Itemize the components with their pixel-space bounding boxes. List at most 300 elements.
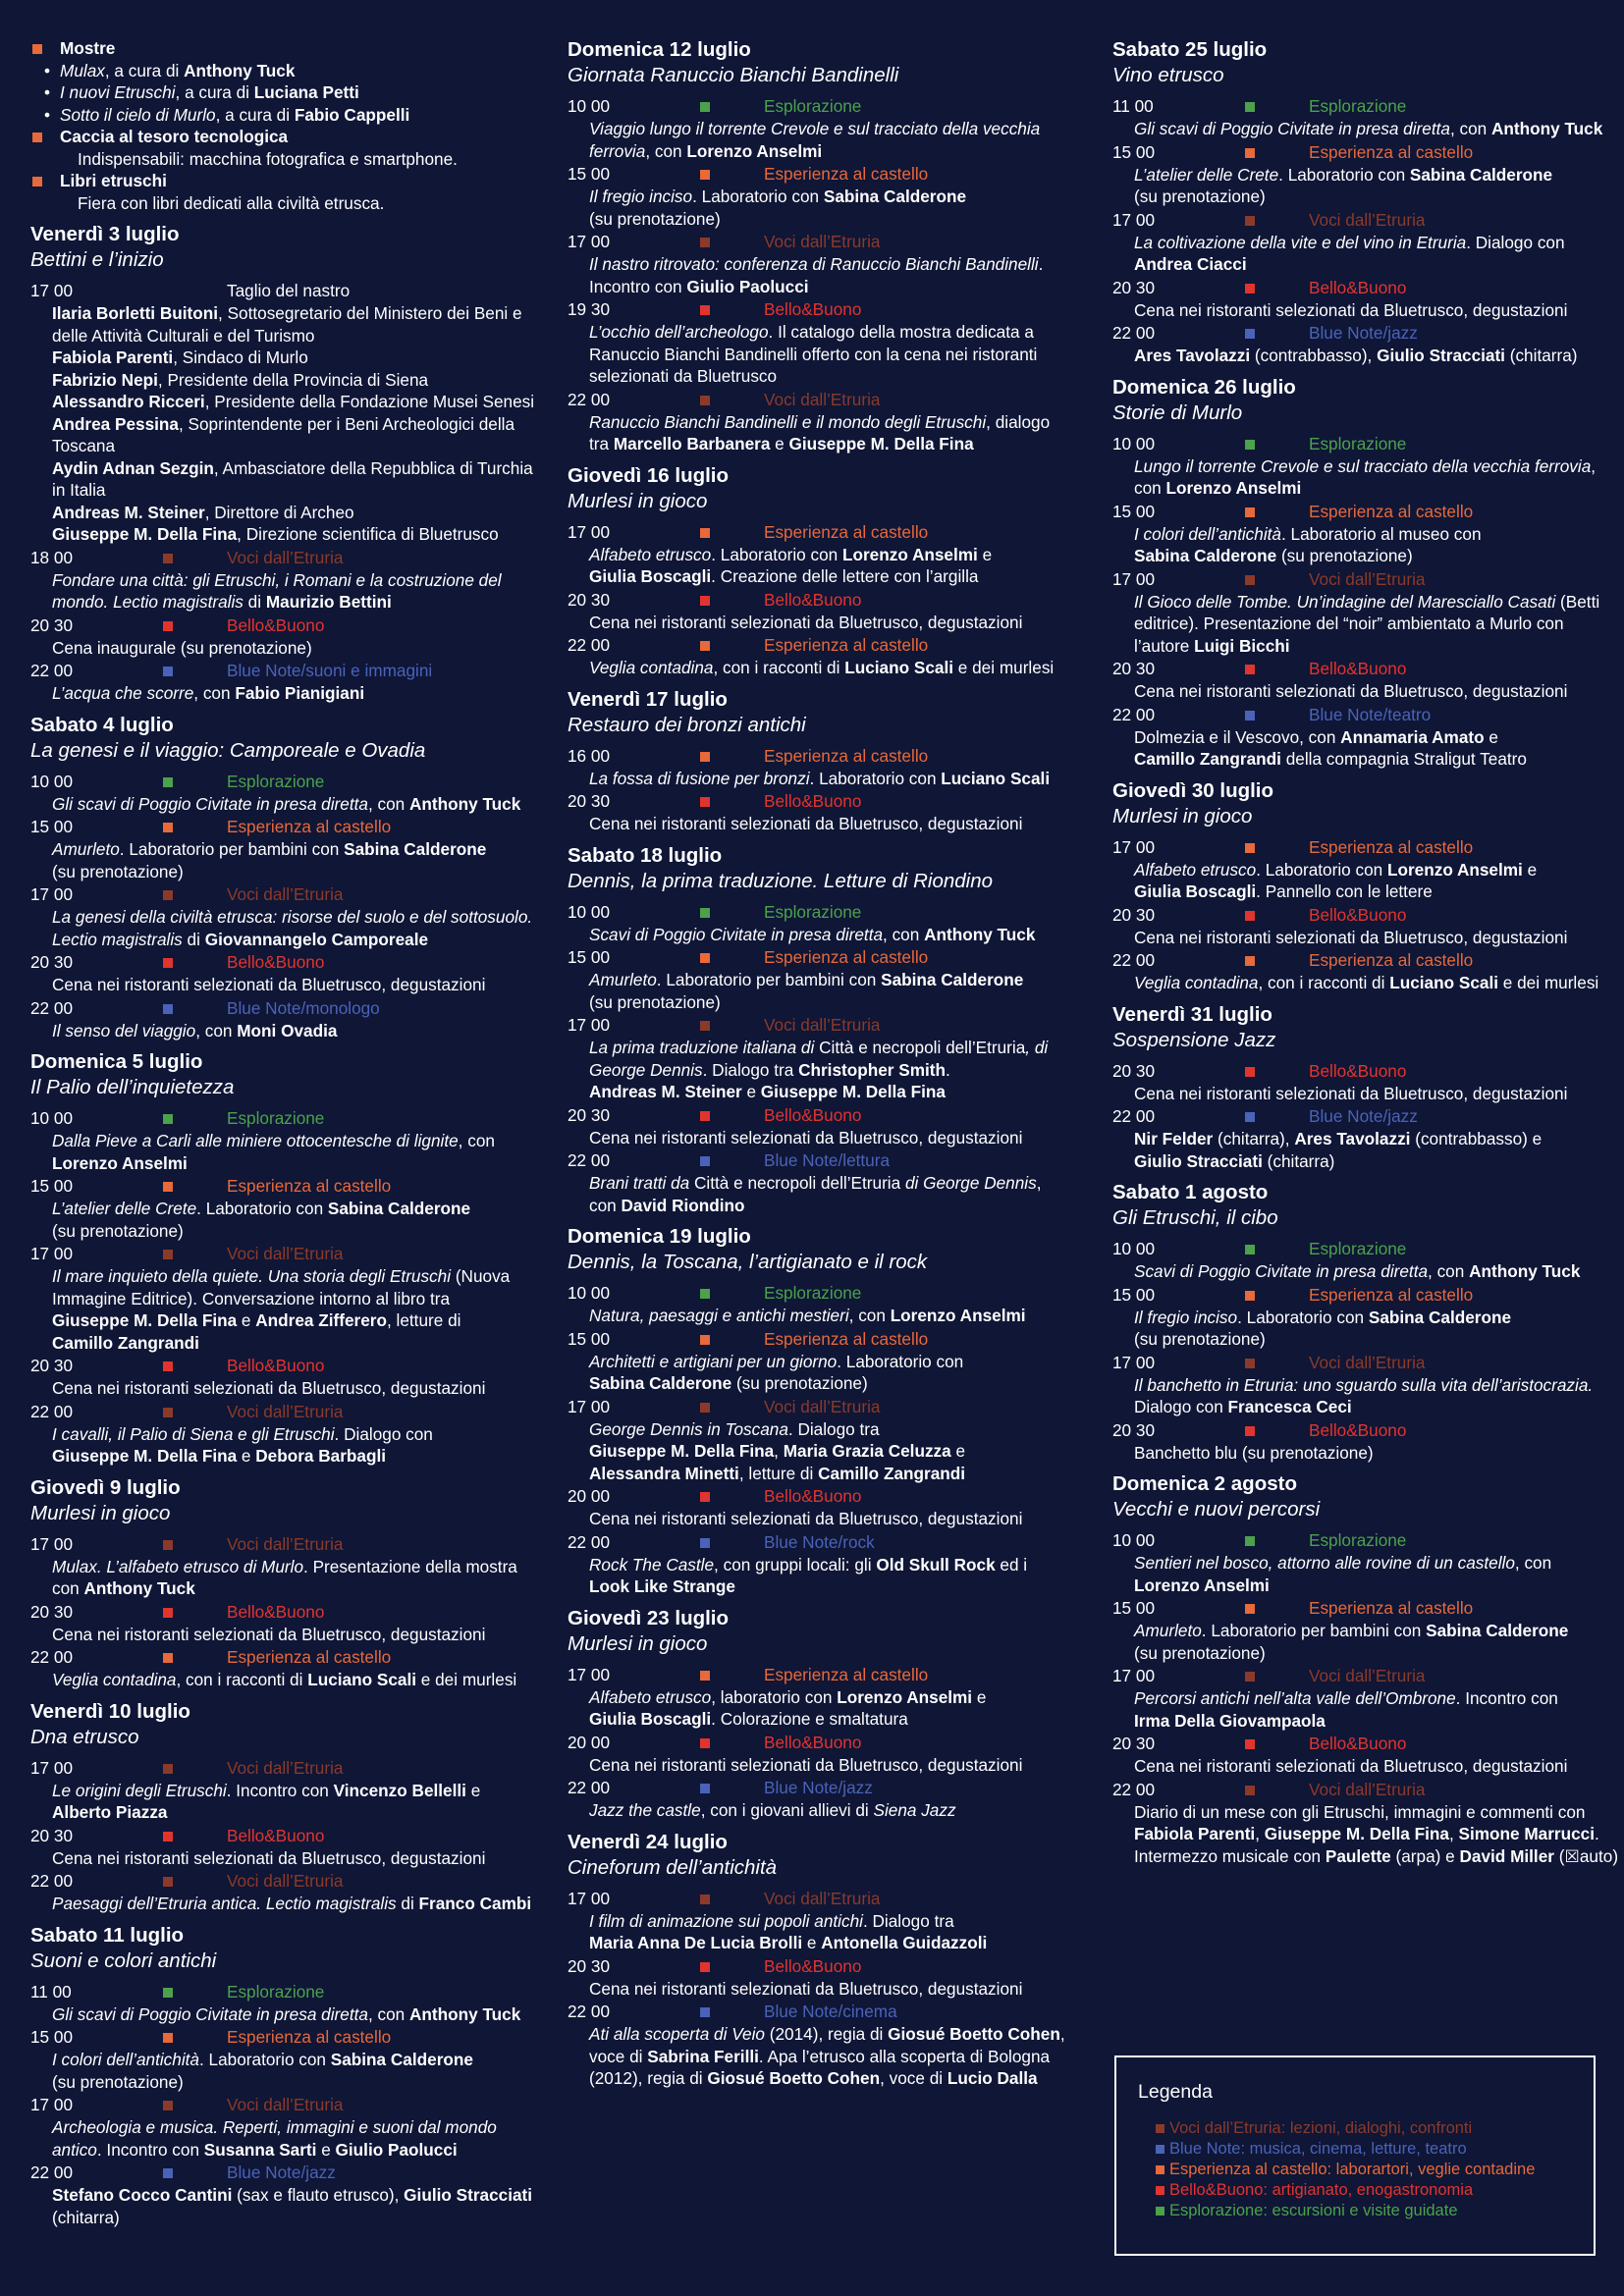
event-header: 20 30 Bello&Buono	[1112, 1734, 1407, 1753]
event-details: Cena nei ristoranti selezionati da Bluetrusco, degustazioni	[589, 1754, 1023, 1775]
day-title: Venerdì 10 luglio	[30, 1699, 190, 1723]
day-subtitle: Bettini e l’inizio	[30, 248, 164, 271]
event-details: Viaggio lungo il torrente Crevole e sul tracciato della vecchia ferrovia, con Lorenzo Anselmi	[589, 119, 1041, 161]
voci-square-icon	[163, 1764, 173, 1774]
event-header: 10 00 Esplorazione	[568, 96, 862, 116]
event-details: Percorsi antichi nell’alta valle dell’Ombrone. Incontro con Irma Della Giovampaola	[1134, 1688, 1558, 1731]
legend-item-bluenote: Blue Note: musica, cinema, letture, teatro	[1156, 2139, 1535, 2160]
event-header: 15 00 Esperienza al castello	[30, 1176, 392, 1196]
event-header: 17 00 Voci dall’Etruria	[30, 1757, 344, 1778]
day-title: Giovedì 30 luglio	[1112, 778, 1274, 802]
castello-square-icon	[700, 752, 710, 762]
bello-square-icon	[163, 621, 173, 631]
day-title: Giovedì 23 luglio	[568, 1606, 730, 1629]
day-title: Venerdì 17 luglio	[568, 687, 728, 711]
event-header: 15 00 Esperienza al castello	[1112, 141, 1474, 162]
libri-desc: Fiera con libri dedicati alla civiltà etrusca.	[78, 192, 385, 213]
event-header: 22 00 Blue Note/cinema	[568, 2002, 897, 2021]
esplorazione-square-icon	[163, 777, 173, 787]
event-header: 17 00 Voci dall’Etruria	[568, 232, 881, 251]
event-header: 15 00 Esperienza al castello	[1112, 501, 1474, 521]
castello-square-icon	[1156, 2165, 1164, 2174]
event-header: 20 30 Bello&Buono	[568, 589, 862, 610]
event-details: Rock The Castle, con gruppi locali: gli Old Skull Rock ed i Look Like Strange	[589, 1554, 1028, 1596]
event-header: 15 00 Esperienza al castello	[1112, 1284, 1474, 1305]
legend-title: Legenda	[1138, 2081, 1213, 2103]
day-subtitle: Murlesi in gioco	[1112, 804, 1253, 828]
event-details: La coltivazione della vite e del vino in Etruria. Dialogo con Andrea Ciacci	[1134, 232, 1565, 274]
esplorazione-square-icon	[1245, 102, 1255, 112]
day-subtitle: Vino etrusco	[1112, 64, 1224, 86]
intro-caccia: Caccia al tesoro tecnologica	[30, 126, 539, 148]
intro-libri: Libri etruschi	[30, 170, 539, 192]
bello-square-icon	[700, 1962, 710, 1972]
day-25-luglio	[1112, 37, 1603, 367]
event-details: Cena nei ristoranti selezionati da Bluetrusco, degustazioni	[1134, 681, 1568, 701]
castello-square-icon	[700, 1335, 710, 1345]
bello-square-icon	[700, 305, 710, 315]
voci-square-icon	[163, 554, 173, 563]
voci-square-icon	[163, 890, 173, 900]
day-subtitle: Dna etrusco	[30, 1725, 139, 1748]
castello-square-icon	[163, 823, 173, 832]
event-details: Ati alla scoperta di Veio (2014), regia di Giosué Boetto Cohen, voce di Sabrina Ferilli. Apa l’etrusco alla scoperta di Bologna (2012), regia di Giosué Boetto Cohen, voce di Lucio Dalla	[589, 2024, 1065, 2088]
castello-square-icon	[700, 641, 710, 651]
event-header: 22 00 Esperienza al castello	[1112, 950, 1474, 970]
bello-square-icon	[1245, 1426, 1255, 1436]
event-header: 16 00 Esperienza al castello	[568, 745, 929, 766]
bello-square-icon	[700, 596, 710, 606]
mostre-item: • I nuovi Etruschi, a cura di Luciana Petti	[30, 81, 539, 104]
event-header: 17 00 Voci dall’Etruria	[1112, 1666, 1426, 1685]
event-details: Cena nei ristoranti selezionati da Bluetrusco, degustazioni	[589, 1978, 1023, 1999]
event-details: Cena nei ristoranti selezionati da Bluetrusco, degustazioni	[52, 1847, 486, 1868]
event-details: Alfabeto etrusco. Laboratorio con Lorenzo Anselmi e Giulia Boscagli. Pannello con le lettere	[1134, 859, 1538, 901]
day-subtitle: La genesi e il viaggio: Camporeale e Ovadia	[30, 738, 426, 762]
event-details: George Dennis in Toscana. Dialogo tra Giuseppe M. Della Fina, Maria Grazia Celuzza e Alessandra Minetti, letture di Camillo Zangrandi	[589, 1418, 966, 1483]
esplorazione-square-icon	[700, 908, 710, 918]
day-title: Giovedì 9 luglio	[30, 1475, 181, 1499]
event-details: Il banchetto in Etruria: uno sguardo sulla vita dell’aristocrazia. Dialogo con Francesca Ceci	[1134, 1374, 1594, 1416]
orange-square-icon	[32, 44, 42, 54]
event-details: I cavalli, il Palio di Siena e gli Etruschi. Dialogo con Giuseppe M. Della Fina e Debora Barbagli	[52, 1423, 433, 1466]
bello-square-icon	[163, 1608, 173, 1618]
event-header: 22 00 Esperienza al castello	[30, 1647, 392, 1667]
event-details: I colori dell’antichità. Laboratorio con Sabina Calderone (su prenotazione)	[52, 2050, 473, 2092]
day-title: Domenica 2 agosto	[1112, 1472, 1297, 1495]
event-header: 17 00 Voci dall’Etruria	[1112, 568, 1426, 589]
day-subtitle: Dennis, la Toscana, l’artigianato e il rock	[568, 1251, 928, 1273]
voci-square-icon	[163, 1408, 173, 1417]
day-subtitle: Il Palio dell’inquietezza	[30, 1076, 235, 1098]
event-details: Cena inaugurale (su prenotazione)	[52, 637, 312, 658]
event-details: Cena nei ristoranti selezionati da Bluetrusco, degustazioni	[589, 1509, 1023, 1528]
day-30-luglio	[1112, 778, 1603, 994]
event-header: 10 00 Esplorazione	[1112, 1530, 1407, 1550]
event-header: 10 00 Esplorazione	[30, 1108, 325, 1128]
bluenote-square-icon	[1245, 711, 1255, 721]
event-details: Cena nei ristoranti selezionati da Bluetrusco, degustazioni	[1134, 1083, 1568, 1103]
day-26-luglio	[1112, 375, 1603, 771]
event-header: 22 00 Voci dall’Etruria	[568, 389, 881, 409]
event-header: 17 00 Esperienza al castello	[568, 1664, 929, 1684]
castello-square-icon	[163, 2033, 173, 2043]
bello-square-icon	[163, 958, 173, 968]
event-header: 22 00 Blue Note/lettura	[568, 1150, 891, 1170]
event-header: 15 00 Esperienza al castello	[568, 947, 929, 967]
day-title: Sabato 4 luglio	[30, 713, 174, 736]
event-header: 20 30 Bello&Buono	[30, 614, 325, 635]
voci-square-icon	[700, 1895, 710, 1904]
orange-square-icon	[32, 133, 42, 142]
mostre-item: • Mulax, a cura di Anthony Tuck	[30, 60, 539, 82]
event-details: Amurleto. Laboratorio per bambini con Sabina Calderone (su prenotazione)	[589, 970, 1024, 1012]
event-header: 11 00 Esplorazione	[30, 1981, 325, 2002]
event-header: 22 00 Blue Note/monologo	[30, 997, 380, 1018]
event-details: Cena nei ristoranti selezionati da Bluetrusco, degustazioni	[1134, 299, 1568, 320]
event-details: L’atelier delle Crete. Laboratorio con Sabina Calderone (su prenotazione)	[1134, 164, 1553, 206]
event-header: 15 00 Esperienza al castello	[30, 817, 392, 836]
event-details: Cena nei ristoranti selezionati da Bluetrusco, degustazioni	[52, 1378, 486, 1398]
event-details: Paesaggi dell’Etruria antica. Lectio magistralis di Franco Cambi	[52, 1894, 532, 1913]
bello-square-icon	[700, 1492, 710, 1502]
day-title: Sabato 18 luglio	[568, 843, 723, 867]
event-header: 20 30 Bello&Buono	[568, 1104, 862, 1125]
bello-square-icon	[1245, 284, 1255, 294]
day-subtitle: Dennis, la prima traduzione. Letture di Riondino	[568, 869, 994, 892]
event-header: 10 00 Esplorazione	[1112, 433, 1407, 454]
event-header: 20 30 Bello&Buono	[30, 952, 325, 972]
voci-square-icon	[1156, 2124, 1164, 2133]
day-subtitle: Sospensione Jazz	[1112, 1028, 1276, 1051]
day-31-luglio	[1112, 1002, 1603, 1173]
event-details: Mulax. L’alfabeto etrusco di Murlo. Presentazione della mostra con Anthony Tuck	[52, 1556, 517, 1598]
esplorazione-square-icon	[700, 1289, 710, 1299]
bello-square-icon	[1245, 911, 1255, 921]
event-details: Il mare inquieto della quiete. Una storia degli Etruschi (Nuova Immagine Editrice). Conversazione intorno al libro tra Giuseppe M. Della Fina e Andrea Zifferero, letture di Camillo Zangrandi	[52, 1266, 511, 1353]
day-17-luglio	[568, 687, 1076, 835]
event-details: Dalla Pieve a Carli alle miniere ottocentesche di lignite, con Lorenzo Anselmi	[52, 1131, 495, 1173]
event-details: Cena nei ristoranti selezionati da Bluetrusco, degustazioni	[52, 975, 486, 994]
voci-square-icon	[163, 1540, 173, 1550]
day-title: Domenica 19 luglio	[568, 1225, 751, 1248]
event-details: Il nastro ritrovato: conferenza di Ranuccio Bianchi Bandinelli. Incontro con Giulio Paolucci	[589, 254, 1044, 296]
event-details: Jazz the castle, con i giovani allievi di Siena Jazz	[589, 1800, 956, 1820]
esplorazione-square-icon	[1245, 1536, 1255, 1546]
orange-square-icon	[32, 177, 42, 187]
day-10-luglio	[30, 1699, 539, 1915]
castello-square-icon	[1245, 1291, 1255, 1301]
event-details: Sentieri nel bosco, attorno alle rovine di un castello, con Lorenzo Anselmi	[1134, 1553, 1552, 1595]
event-details: Architetti e artigiani per un giorno. Laboratorio con Sabina Calderone (su prenotazione)	[589, 1351, 964, 1393]
castello-square-icon	[1245, 148, 1255, 158]
castello-square-icon	[1245, 507, 1255, 517]
event-details: Ares Tavolazzi (contrabbasso), Giulio Stracciati (chitarra)	[1134, 346, 1578, 365]
esplorazione-square-icon	[163, 1114, 173, 1124]
event-details: Veglia contadina, con i racconti di Luciano Scali e dei murlesi	[1134, 973, 1599, 992]
event-header: 22 00 Esperienza al castello	[568, 635, 929, 655]
event-details: Archeologia e musica. Reperti, immagini e suoni dal mondo antico. Incontro con Susanna Sarti e Giulio Paolucci	[52, 2117, 497, 2160]
legend-item-esplorazione: Esplorazione: escursioni e visite guidate	[1156, 2201, 1535, 2221]
day-18-luglio	[568, 843, 1076, 1217]
event-header: 22 00 Blue Note/jazz	[1112, 323, 1418, 343]
event-header: 20 30 Bello&Buono	[30, 1825, 325, 1845]
castello-square-icon	[700, 170, 710, 180]
bello-square-icon	[1156, 2186, 1164, 2195]
legend-item-bello: Bello&Buono: artigianato, enogastronomia	[1156, 2180, 1535, 2201]
event-details: Amurleto. Laboratorio per bambini con Sabina Calderone (su prenotazione)	[52, 839, 487, 881]
event-details: Veglia contadina, con i racconti di Luciano Scali e dei murlesi	[52, 1670, 517, 1689]
day-title: Domenica 12 luglio	[568, 38, 751, 61]
column-1	[30, 37, 539, 2228]
event-details: Il fregio inciso. Laboratorio con Sabina Calderone (su prenotazione)	[1134, 1307, 1512, 1349]
event-header: 10 00 Esplorazione	[1112, 1239, 1407, 1258]
event-details: L’atelier delle Crete. Laboratorio con Sabina Calderone (su prenotazione)	[52, 1199, 471, 1241]
day-subtitle: Murlesi in gioco	[568, 489, 708, 512]
bello-square-icon	[700, 1738, 710, 1748]
event-header: 11 00 Esplorazione	[1112, 96, 1407, 116]
esplorazione-square-icon	[1245, 440, 1255, 450]
castello-square-icon	[163, 1653, 173, 1663]
event-header: 22 00 Voci dall’Etruria	[1112, 1779, 1426, 1799]
event-details: Natura, paesaggi e antichi mestieri, con Lorenzo Anselmi	[589, 1306, 1026, 1325]
event-details: Fondare una città: gli Etruschi, i Romani e la costruzione del mondo. Lectio magistralis di Maurizio Bettini	[52, 569, 502, 612]
bluenote-square-icon	[700, 1156, 710, 1166]
event-header: 17 00 Esperienza al castello	[568, 521, 929, 542]
event-details: Scavi di Poggio Civitate in presa diretta, con Anthony Tuck	[589, 924, 1036, 944]
event-header: 15 00 Esperienza al castello	[568, 1328, 929, 1349]
event-details: Cena nei ristoranti selezionati da Bluetrusco, degustazioni	[1134, 927, 1568, 947]
event-header: 20 30 Bello&Buono	[1112, 904, 1407, 925]
day-subtitle: Suoni e colori antichi	[30, 1949, 217, 1972]
event-header: 17 00 Voci dall’Etruria	[1112, 209, 1426, 230]
day-title: Giovedì 16 luglio	[568, 463, 730, 487]
event-header: 20 00 Bello&Buono	[568, 1732, 862, 1752]
event-header: 15 00 Esperienza al castello	[30, 2027, 392, 2047]
event-header: 20 30 Bello&Buono	[1112, 1419, 1407, 1440]
day-title: Sabato 1 agosto	[1112, 1181, 1269, 1203]
voci-square-icon	[700, 396, 710, 405]
legend-item-voci: Voci dall’Etruria: lezioni, dialoghi, confronti	[1156, 2118, 1535, 2139]
day-9-luglio	[30, 1475, 539, 1691]
day-12-luglio	[568, 37, 1076, 455]
voci-square-icon	[163, 1250, 173, 1259]
event-details: Cena nei ristoranti selezionati da Bluetrusco, degustazioni	[589, 1127, 1023, 1148]
day-23-luglio	[568, 1606, 1076, 1822]
bluenote-square-icon	[700, 1784, 710, 1793]
event-header: 17 00 Voci dall’Etruria	[568, 1396, 881, 1416]
event-details: La genesi della civiltà etrusca: risorse del suolo e del sottosuolo. Lectio magistralis di Giovannangelo Camporeale	[52, 907, 533, 949]
event-header: 17 00 Esperienza al castello	[1112, 836, 1474, 857]
castello-square-icon	[1245, 843, 1255, 853]
legend-box	[1114, 2056, 1596, 2256]
voci-square-icon	[163, 1877, 173, 1887]
day-11-luglio	[30, 1923, 539, 2229]
day-1-agosto	[1112, 1180, 1603, 1464]
bluenote-square-icon	[700, 2007, 710, 2017]
event-details: Cena nei ristoranti selezionati da Bluetrusco, degustazioni	[1134, 1756, 1568, 1776]
event-details: Alfabeto etrusco, laboratorio con Lorenzo Anselmi e Giulia Boscagli. Colorazione e smaltatura	[589, 1686, 987, 1729]
bluenote-square-icon	[700, 1538, 710, 1548]
event-header: 17 00 Voci dall’Etruria	[30, 1533, 344, 1554]
esplorazione-square-icon	[700, 102, 710, 112]
castello-square-icon	[700, 528, 710, 538]
bello-square-icon	[163, 1362, 173, 1371]
bluenote-square-icon	[163, 2168, 173, 2178]
day-24-luglio	[568, 1830, 1076, 2090]
legend-item-castello: Esperienza al castello: laborartori, veglie contadine	[1156, 2160, 1535, 2180]
voci-square-icon	[1245, 216, 1255, 226]
voci-square-icon	[1245, 1359, 1255, 1368]
day-subtitle: Murlesi in gioco	[30, 1501, 171, 1524]
event-details: Lungo il torrente Crevole e sul tracciato della vecchia ferrovia, con Lorenzo Anselmi	[1134, 455, 1597, 498]
event-header: 22 00 Blue Note/jazz	[568, 1778, 873, 1797]
esplorazione-square-icon	[1245, 1245, 1255, 1255]
event-details: Ilaria Borletti Buitoni, Sottosegretario del Ministero dei Beni e delle Attività Culturali e del Turismo Fabiola Parenti, Sindaco di Murlo Fabrizio Nepi, Presidente della Provincia di Siena Alessandro Ricceri, Presidente della Fondazione Musei Senesi Andrea Pessina, Soprintendente per i Beni Archeologici della Toscana Aydin Adnan Sezgin, Ambasciatore della Repubblica di Turchia in Italia Andreas M. Steiner, Direttore di Archeo Giuseppe M. Della Fina, Direzione scientifica di Bluetrusco	[52, 303, 535, 544]
bluenote-square-icon	[1245, 329, 1255, 339]
voci-square-icon	[1245, 575, 1255, 585]
event-details: Cena nei ristoranti selezionati da Bluetrusco, degustazioni	[52, 1624, 486, 1644]
day-subtitle: Cineforum dell’antichità	[568, 1855, 778, 1879]
castello-square-icon	[1245, 956, 1255, 966]
event-header: 18 00 Voci dall’Etruria	[30, 547, 344, 567]
event-header: 17 00 Voci dall’Etruria	[568, 1015, 881, 1035]
voci-square-icon	[1245, 1672, 1255, 1682]
event-header: 20 30 Bello&Buono	[1112, 277, 1407, 297]
castello-square-icon	[1245, 1604, 1255, 1614]
caccia-desc: Indispensabili: macchina fotografica e smartphone.	[78, 148, 458, 169]
event-header: 22 00 Blue Note/suoni e immagini	[30, 661, 433, 680]
castello-square-icon	[163, 1182, 173, 1192]
bluenote-square-icon	[163, 1004, 173, 1014]
event-header: 10 00 Esplorazione	[568, 901, 862, 922]
event-details: Gli scavi di Poggio Civitate in presa diretta, con Anthony Tuck	[52, 2003, 521, 2024]
event-details: Ranuccio Bianchi Bandinelli e il mondo degli Etruschi, dialogo tra Marcello Barbanera e Giuseppe M. Della Fina	[589, 411, 1051, 454]
event-details: Scavi di Poggio Civitate in presa diretta, con Anthony Tuck	[1134, 1261, 1581, 1281]
event-header: 15 00 Esperienza al castello	[568, 164, 929, 184]
voci-square-icon	[700, 1021, 710, 1031]
event-header: 22 00 Blue Note/teatro	[1112, 704, 1432, 724]
voci-square-icon	[1245, 1786, 1255, 1795]
event-details: Cena nei ristoranti selezionati da Bluetrusco, degustazioni	[589, 814, 1023, 833]
event-details: Il fregio inciso. Laboratorio con Sabina Calderone (su prenotazione)	[589, 187, 967, 229]
event-details: Le origini degli Etruschi. Incontro con Vincenzo Bellelli e Alberto Piazza	[52, 1780, 481, 1822]
voci-square-icon	[700, 1403, 710, 1413]
esplorazione-square-icon	[163, 1988, 173, 1998]
event-details: Gli scavi di Poggio Civitate in presa diretta, con Anthony Tuck	[1134, 119, 1603, 138]
event-header: 20 30 Bello&Buono	[30, 1356, 325, 1375]
event-details: Diario di un mese con gli Etruschi, immagini e commenti con Fabiola Parenti, Giuseppe M. Della Fina, Simone Marrucci. Intermezzo musicale con Paulette (arpa) e David Miller (☒auto)	[1134, 1801, 1619, 1866]
event-header: 10 00 Esplorazione	[568, 1283, 862, 1303]
event-details: Amurleto. Laboratorio per bambini con Sabina Calderone (su prenotazione)	[1134, 1621, 1569, 1663]
event-header: 20 30 Bello&Buono	[1112, 1060, 1407, 1081]
event-header: 22 00 Voci dall’Etruria	[30, 1401, 344, 1421]
bello-square-icon	[700, 1111, 710, 1121]
event-details: L’occhio dell’archeologo. Il catalogo della mostra dedicata a Ranuccio Bianchi Bandinelli offerto con la cena nei ristoranti selezionati da Bluetrusco	[589, 322, 1038, 386]
event-details: La prima traduzione italiana di Città e necropoli dell’Etruria, di George Dennis. Dialogo tra Christopher Smith. Andreas M. Steiner e Giuseppe M. Della Fina	[589, 1038, 1049, 1101]
event-header: 17 00 Voci dall’Etruria	[568, 1888, 881, 1908]
event-header: 20 30 Bello&Buono	[30, 1601, 325, 1622]
esplorazione-square-icon	[1156, 2207, 1164, 2216]
day-title: Domenica 5 luglio	[30, 1050, 203, 1073]
event-header: 17 00 Voci dall’Etruria	[30, 2095, 344, 2114]
column-3	[1112, 37, 1619, 1867]
event-header: 17 00 Voci dall’Etruria	[1112, 1352, 1426, 1372]
event-details: Banchetto blu (su prenotazione)	[1134, 1442, 1374, 1463]
bello-square-icon	[1245, 1739, 1255, 1749]
legend-items	[1156, 2118, 1535, 2221]
event-header: 20 30 Bello&Buono	[568, 1955, 862, 1976]
castello-square-icon	[700, 953, 710, 963]
event-header: 22 00 Voci dall’Etruria	[30, 1871, 344, 1891]
bello-square-icon	[1245, 1067, 1255, 1077]
day-title: Domenica 26 luglio	[1112, 375, 1296, 399]
day-title: Venerdì 31 luglio	[1112, 1002, 1272, 1026]
day-title: Sabato 25 luglio	[1112, 38, 1268, 61]
event-details: Dolmezia e il Vescovo, con Annamaria Amato e Camillo Zangrandi della compagnia Straligut Teatro	[1134, 726, 1527, 769]
event-details: Nir Felder (chitarra), Ares Tavolazzi (contrabbasso) e Giulio Stracciati (chitarra)	[1134, 1129, 1543, 1171]
intro-mostre: Mostre	[30, 37, 539, 60]
day-2-agosto	[1112, 1471, 1619, 1867]
day-subtitle: Gli Etruschi, il cibo	[1112, 1206, 1278, 1229]
event-header: 17 00 Voci dall’Etruria	[30, 884, 344, 904]
castello-square-icon	[700, 1671, 710, 1681]
day-subtitle: Storie di Murlo	[1112, 400, 1243, 424]
event-header: 22 00 Blue Note/rock	[568, 1531, 875, 1552]
voci-square-icon	[700, 238, 710, 247]
event-header: 17 00 Voci dall’Etruria	[30, 1244, 344, 1263]
event-details: La fossa di fusione per bronzi. Laboratorio con Luciano Scali	[589, 768, 1051, 788]
event-header: 19 30 Bello&Buono	[568, 299, 862, 319]
bluenote-square-icon	[1156, 2145, 1164, 2154]
column-2	[568, 37, 1076, 2090]
event-details: Alfabeto etrusco. Laboratorio con Lorenzo Anselmi e Giulia Boscagli. Creazione delle lettere con l’argilla	[589, 544, 993, 586]
day-subtitle: Restauro dei bronzi antichi	[568, 713, 806, 736]
event-details: I film di animazione sui popoli antichi. Dialogo tra Maria Anna De Lucia Brolli e Antonella Guidazzoli	[589, 1910, 988, 1952]
day-4-luglio	[30, 713, 539, 1042]
event-header: 20 00 Bello&Buono	[568, 1486, 862, 1506]
event-details: Cena nei ristoranti selezionati da Bluetrusco, degustazioni	[589, 612, 1023, 632]
event-details: Gli scavi di Poggio Civitate in presa diretta, con Anthony Tuck	[52, 793, 521, 814]
bello-square-icon	[1245, 665, 1255, 674]
day-title: Venerdì 3 luglio	[30, 223, 180, 245]
day-subtitle: Giornata Ranuccio Bianchi Bandinelli	[568, 64, 899, 86]
event-header: 22 00 Blue Note/jazz	[30, 2163, 336, 2182]
bluenote-square-icon	[1245, 1112, 1255, 1122]
day-title: Venerdì 24 luglio	[568, 1830, 728, 1853]
bluenote-square-icon	[163, 667, 173, 676]
event-header: 17 00 Taglio del nastro	[30, 281, 351, 300]
event-header: 15 00 Esperienza al castello	[1112, 1598, 1474, 1618]
bello-square-icon	[700, 797, 710, 807]
day-16-luglio	[568, 463, 1076, 679]
event-details: L’acqua che scorre, con Fabio Pianigiani	[52, 683, 365, 703]
day-19-luglio	[568, 1224, 1076, 1598]
event-header: 22 00 Blue Note/jazz	[1112, 1106, 1418, 1126]
event-details: Il senso del viaggio, con Moni Ovadia	[52, 1020, 338, 1041]
event-header: 10 00 Esplorazione	[30, 771, 325, 791]
event-details: I colori dell’antichità. Laboratorio al museo con Sabina Calderone (su prenotazione)	[1134, 523, 1482, 565]
day-subtitle: Murlesi in gioco	[568, 1631, 708, 1655]
event-details: Stefano Cocco Cantini (sax e flauto etrusco), Giulio Stracciati (chitarra)	[52, 2185, 533, 2227]
bello-square-icon	[163, 1832, 173, 1842]
day-3-luglio	[30, 222, 539, 705]
event-details: Brani tratti da Città e necropoli dell’Etruria di George Dennis, con David Riondino	[589, 1173, 1042, 1215]
mostre-item: • Sotto il cielo di Murlo, a cura di Fabio Cappelli	[30, 104, 539, 127]
day-5-luglio	[30, 1049, 539, 1468]
day-title: Sabato 11 luglio	[30, 1923, 185, 1947]
day-subtitle: Vecchi e nuovi percorsi	[1112, 1498, 1321, 1521]
